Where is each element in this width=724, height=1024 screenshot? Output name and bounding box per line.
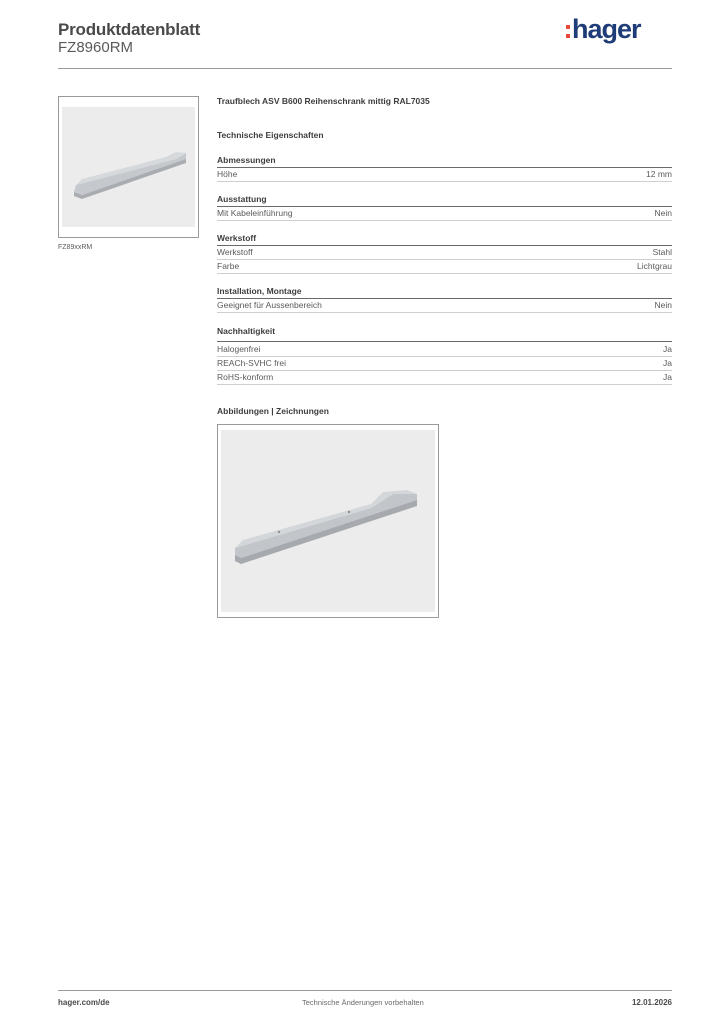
spec-value: Nein: [654, 208, 672, 218]
spec-value: Lichtgrau: [637, 261, 672, 271]
section-title-werkstoff: Werkstoff: [217, 233, 257, 243]
product-title: Traufblech ASV B600 Reihenschrank mittig RAL7035: [217, 96, 430, 106]
spec-key: REACh-SVHC frei: [217, 358, 286, 368]
spec-value: Nein: [654, 300, 672, 310]
drawings-heading: Abbildungen | Zeichnungen: [217, 406, 329, 416]
thumbnail-caption: FZ89xxRM: [58, 244, 93, 251]
spec-row: [217, 371, 672, 385]
product-code: FZ8960RM: [58, 39, 134, 56]
spec-row: [217, 299, 672, 313]
spec-value: Ja: [663, 358, 672, 368]
spec-value: 12 mm: [646, 169, 672, 179]
section-title-abmessungen: Abmessungen: [217, 155, 276, 165]
spec-key: Mit Kabeleinführung: [217, 208, 293, 218]
spec-key: Werkstoff: [217, 247, 253, 257]
logo-dots-icon: [566, 25, 570, 38]
spec-value: Stahl: [652, 247, 672, 257]
spec-value: Ja: [663, 344, 672, 354]
page-title: Produktdatenblatt: [58, 20, 201, 39]
product-thumbnail: [58, 96, 199, 238]
product-rail-image-icon: [62, 107, 195, 227]
spec-row: [217, 246, 672, 260]
footer-website: hager.com/de: [58, 998, 110, 1007]
section-title-nachhaltigkeit: Nachhaltigkeit: [217, 326, 276, 336]
spec-key: Halogenfrei: [217, 344, 261, 354]
hager-logo: [566, 14, 641, 45]
footer-notice: Technische Änderungen vorbehalten: [302, 998, 424, 1007]
section-divider: [217, 341, 672, 342]
spec-row: [217, 357, 672, 371]
footer-date: 12.01.2026: [631, 998, 672, 1007]
product-rail-image-icon: [221, 430, 435, 612]
product-drawing: [217, 424, 439, 618]
spec-row: [217, 260, 672, 274]
section-title-ausstattung: Ausstattung: [217, 194, 267, 204]
spec-row: [217, 168, 672, 182]
spec-value: Ja: [663, 372, 672, 382]
header-divider: [58, 68, 672, 69]
spec-row: [217, 207, 672, 221]
technical-heading: Technische Eigenschaften: [217, 130, 324, 140]
footer-divider: [58, 990, 672, 991]
spec-key: Geeignet für Aussenbereich: [217, 300, 322, 310]
spec-row: [217, 343, 672, 357]
spec-key: Farbe: [217, 261, 240, 271]
spec-key: RoHS-konform: [217, 372, 274, 382]
section-title-installation: Installation, Montage: [217, 286, 302, 296]
spec-key: Höhe: [217, 169, 238, 179]
logo-text: hager: [572, 14, 641, 44]
